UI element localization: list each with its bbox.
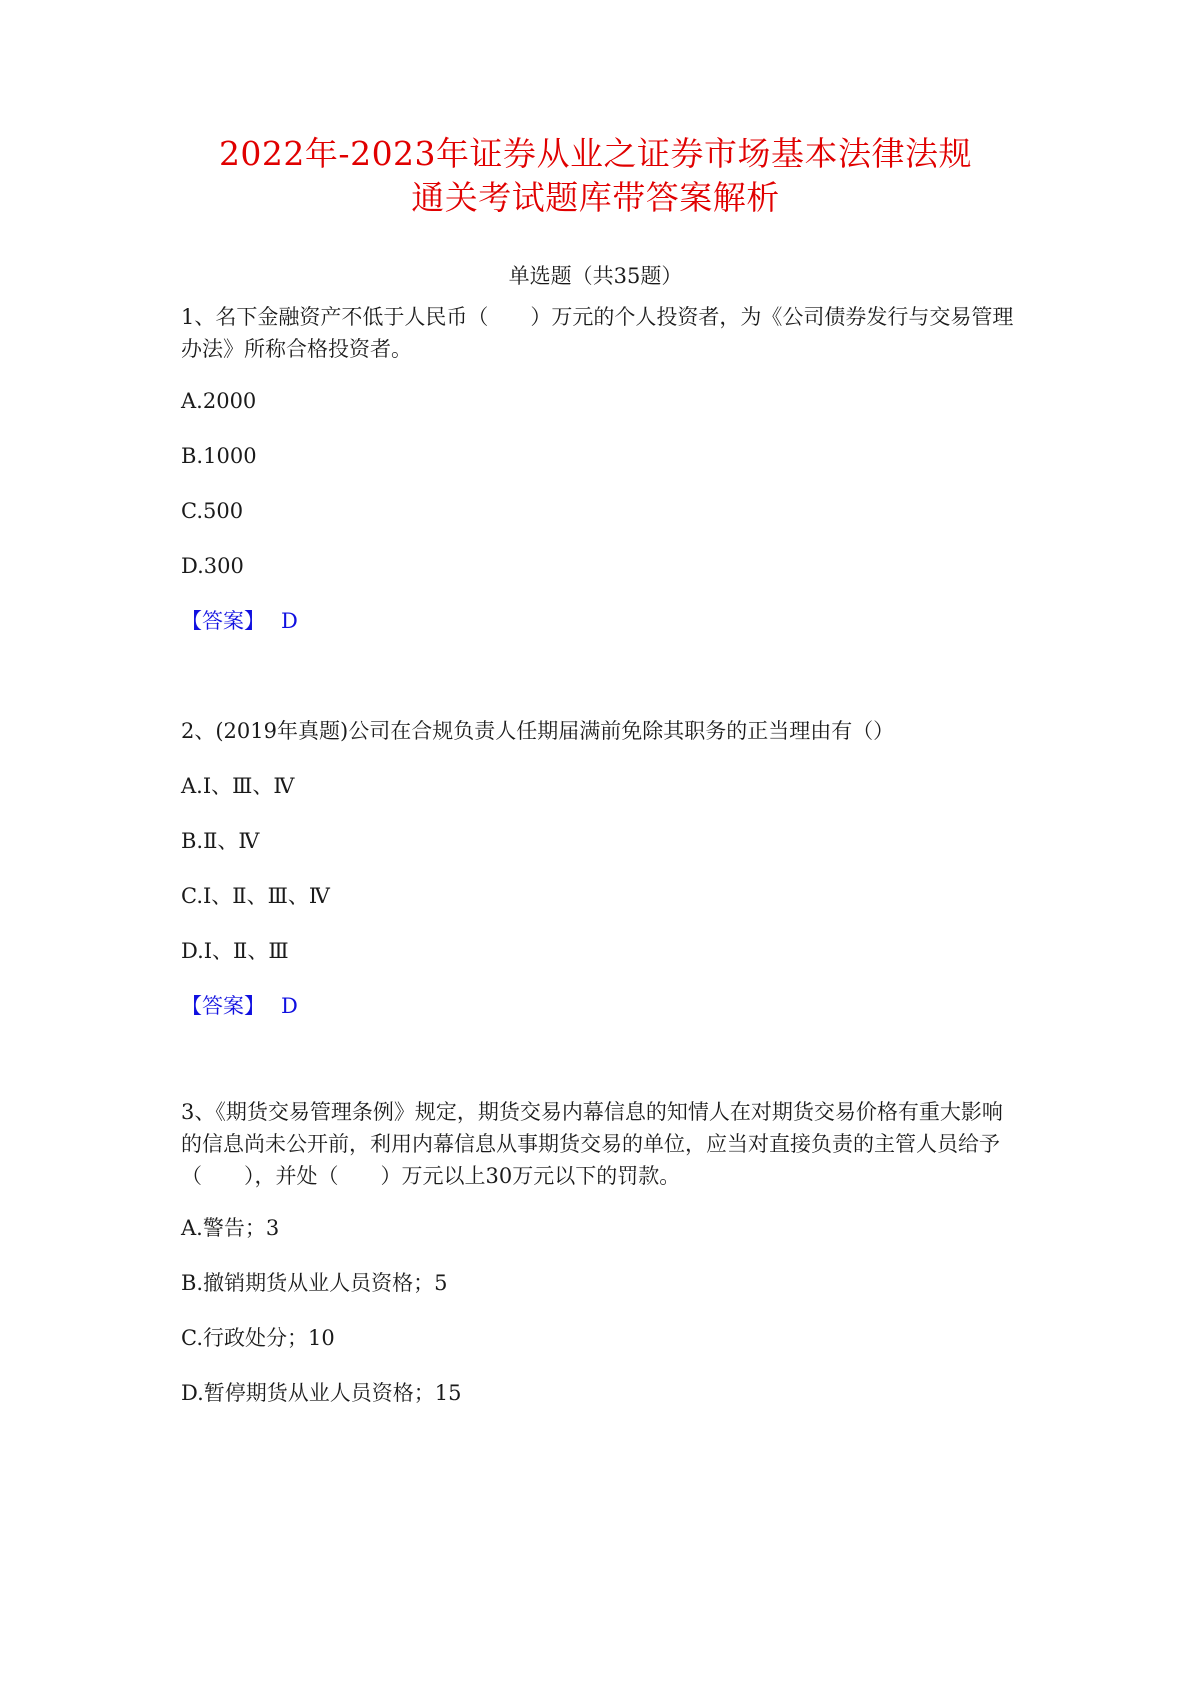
question-1-answer — [181, 607, 298, 635]
answer-label: 【答案】 — [181, 994, 265, 1018]
document-title — [150, 132, 1041, 220]
question-2-option-d: D.Ⅰ、Ⅱ、Ⅲ — [181, 939, 289, 963]
answer-value: D — [281, 609, 298, 633]
question-2-answer — [181, 992, 298, 1020]
section-heading: 单选题（共35题） — [508, 264, 683, 288]
question-1-stem: 1、名下金融资产不低于人民币（ ）万元的个人投资者，为《公司债券发行与交易管理办法》所称合格投资者。 — [181, 305, 1014, 361]
question-1-option-c: C.500 — [181, 499, 244, 523]
question-3-option-c: C.行政处分；10 — [181, 1326, 335, 1350]
question-2-stem: 2、(2019年真题)公司在合规负责人任期届满前免除其职务的正当理由有（） — [181, 719, 895, 743]
title-line-1: 2022年-2023年证券从业之证券市场基本法律法规 — [218, 134, 973, 173]
answer-label: 【答案】 — [181, 609, 265, 633]
question-3-option-a: A.警告；3 — [181, 1216, 280, 1240]
answer-value: D — [281, 994, 298, 1018]
question-3-option-b: B.撤销期货从业人员资格；5 — [181, 1271, 448, 1295]
question-1-option-b: B.1000 — [181, 444, 257, 468]
question-2-option-c: C.Ⅰ、Ⅱ、Ⅲ、Ⅳ — [181, 884, 330, 908]
question-3-stem: 3、《期货交易管理条例》规定，期货交易内幕信息的知情人在对期货交易价格有重大影响的信息尚未公开前，利用内幕信息从事期货交易的单位，应当对直接负责的主管人员给予（ ），并处（ ）万元以上30万元以下的罚款。 — [181, 1100, 1003, 1188]
question-2-option-b: B.Ⅱ、Ⅳ — [181, 829, 260, 853]
question-3-option-d: D.暂停期货从业人员资格；15 — [181, 1381, 462, 1405]
question-2-option-a: A.Ⅰ、Ⅲ、Ⅳ — [181, 774, 295, 798]
question-1-option-a: A.2000 — [181, 389, 257, 413]
question-1-option-d: D.300 — [181, 554, 244, 578]
title-line-2: 通关考试题库带答案解析 — [411, 178, 780, 217]
